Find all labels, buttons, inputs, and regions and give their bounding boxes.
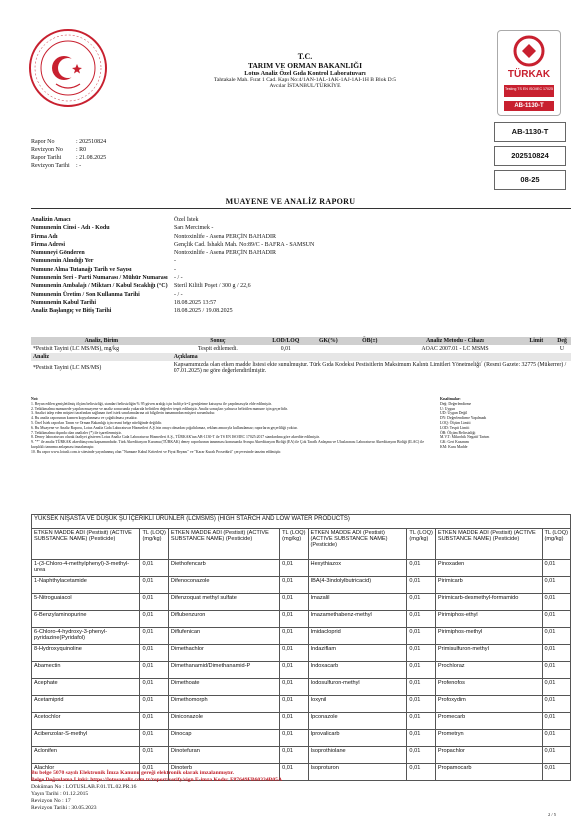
- substance-name: Aclonifen: [32, 747, 140, 764]
- substance-name: Diniconazole: [168, 713, 279, 730]
- loq-value: 0,01: [542, 747, 570, 764]
- result-cell: AOAC 2007.01 - LC MSMS: [421, 346, 489, 352]
- esign-note: Bu belge 5070 sayılı Elektronik İmza Kanunu gereği elektronik olarak imzalanmıştır.: [31, 770, 234, 776]
- results-header-row: [31, 337, 571, 345]
- substance-name: Pinoxaden: [435, 560, 542, 577]
- note-line: 4. Bu analiz raporunun kısmen kopyalanması ve çoğaltılması yasaktır.: [31, 416, 138, 421]
- loq-value: 0,01: [542, 662, 570, 679]
- loq-value: 0,01: [542, 764, 570, 781]
- report-meta: [31, 138, 106, 170]
- lab-city: Avcılar İSTANBUL/TÜRKİYE: [269, 83, 341, 89]
- loq-value: 0,01: [140, 645, 168, 662]
- results-header: LOD/LOQ: [264, 337, 308, 345]
- pesticide-row: [32, 679, 571, 696]
- loq-value: 0,01: [140, 577, 168, 594]
- abbrev-line: U: Uygun: [440, 406, 456, 411]
- pesticide-row: [32, 577, 571, 594]
- tc-label: T.C.: [297, 52, 313, 61]
- doc-number: Doküman No : LOTUSLAB.F.01.TL.02.PR.16: [31, 784, 137, 790]
- results-header: ÖB(±): [349, 337, 390, 345]
- substance-name: Diflubenzuron: [168, 611, 279, 628]
- loq-value: 0,01: [407, 662, 435, 679]
- note-line: 9. "*" ile analiz TÜRKAK akreditasyonu kapsamındadır. Türk Akreditasyon Kurumu (TÜRKAK) deney raporlarının tanınması konusunda Avrupa Akreditasyon Birliği (EA) ile Çok Taraflı Anlaşma ve Uluslararası Laboratuvar Akreditasyon Birliği (ILAC) ile karşılıklı tanınma anlaşması imzalamıştır.: [31, 440, 425, 449]
- note-line: 7. Tetkikmalma dışında olan analizler (*) ile işaretlenmiştir.: [31, 430, 122, 435]
- substance-name: 6-Benzylaminopurine: [32, 611, 140, 628]
- result-cell: U: [559, 346, 565, 352]
- info-value: 18.08.2025 13:57: [174, 299, 217, 306]
- loq-value: 0,01: [407, 594, 435, 611]
- info-label: Analiz Başlangıç ve Bitiş Tarihi: [31, 308, 112, 315]
- loq-value: 0,01: [542, 594, 570, 611]
- loq-value: 0,01: [407, 747, 435, 764]
- abbrev-line: UD: Uygun Değil: [440, 411, 468, 416]
- substance-name: Pirimiphos-ethyl: [435, 611, 542, 628]
- info-label: Numunenin Alındığı Yer: [31, 258, 94, 265]
- result-cell: [520, 345, 554, 353]
- info-value: Nontoxinlife - Asena PERÇİN BAHADIR: [174, 250, 276, 257]
- substance-name: Dinocap: [168, 730, 279, 747]
- turkak-code: AB-1130-T: [504, 101, 554, 111]
- substance-name: Acibenzolar-S-methyl: [32, 730, 140, 747]
- pesticide-row: [32, 645, 571, 662]
- result-cell: [349, 345, 390, 353]
- substance-name: Difenzoquat methyl sulfate: [168, 594, 279, 611]
- loq-value: 0,01: [140, 764, 168, 781]
- ministry-seal-logo: [28, 28, 108, 108]
- substance-name: Dimethoate: [168, 679, 279, 696]
- loq-value: 0,01: [542, 628, 570, 645]
- info-value: Nontoxinlife - Asena PERÇİN BAHADIR: [174, 233, 276, 240]
- substance-name: Iodosulfuron-methyl: [308, 679, 407, 696]
- substance-name: Hexythiazox: [308, 560, 407, 577]
- substance-name: Acetamiprid: [32, 696, 140, 713]
- substance-name: Prochloraz: [435, 662, 542, 679]
- loq-value: 0,01: [542, 560, 570, 577]
- info-label: Firma Adresi: [31, 241, 66, 248]
- substance-name: Promecarb: [435, 713, 542, 730]
- meta-label: Revizyon No: [31, 147, 63, 153]
- loq-value: 0,01: [140, 611, 168, 628]
- report-number-box: 202510824: [494, 146, 566, 166]
- results-row: [31, 345, 571, 353]
- substance-name: Diflufenican: [168, 628, 279, 645]
- verify-link[interactable]: Belge Doğrulama Linki: https://lotusanaliz.com.tr/report/verify/sign E-imza Kodu: F87649FB60334B05A: [31, 777, 282, 783]
- substance-name: Diethofencarb: [168, 560, 279, 577]
- substance-name: Dimethanamid/Dimethanamid-P: [168, 662, 279, 679]
- substance-name: 6-Chloro-4-hydroxy-3-phenyl-pyridazine(Pyridafol): [32, 628, 140, 645]
- loq-value: 0,01: [407, 696, 435, 713]
- abbreviations-title: Kısaltmalar:: [440, 397, 461, 401]
- revision-number: Revizyon No : 17: [31, 798, 71, 804]
- results-header: Limit: [520, 337, 554, 345]
- note-line: 5. Özel İstek raporları Tarım ve Orman Bakanlığı için resmi belge niteliğinde değildir.: [31, 420, 162, 425]
- turkak-emblem-icon: [513, 35, 545, 67]
- note-line: 10. Bu rapor www.lotusli.com.tr sitesinde yayınlanmış olan "Numune Kabul Kriterleri ve Fiyat Beyanı" ve "Karar Kuralı Prosedürü" çerçevesinde tanzim edilmiştir.: [31, 449, 282, 454]
- substance-name: Abamectin: [32, 662, 140, 679]
- info-value: -: [174, 266, 176, 273]
- loq-value: 0,01: [542, 679, 570, 696]
- loq-value: 0,01: [407, 645, 435, 662]
- result-cell: *Pestisit Tayini (LC MS/MS), mg/kg: [33, 346, 119, 352]
- substance-name: Indaziflam: [308, 645, 407, 662]
- info-label: Numune Alma Tutanağı Tarih ve Sayısı: [31, 266, 132, 273]
- substance-name: Pirimiphos-methyl: [435, 628, 542, 645]
- loq-value: 0,01: [280, 730, 308, 747]
- abbrev-line: LOD: Tespit Limiti: [440, 425, 470, 430]
- substance-name: Imazamethabenz-methyl: [308, 611, 407, 628]
- loq-value: 0,01: [140, 628, 168, 645]
- substance-name: Dimethachlor: [168, 645, 279, 662]
- explanation-header-row: [31, 353, 571, 361]
- substance-name: Acephate: [32, 679, 140, 696]
- pesticide-caption: YÜKSEK NİŞASTA VE DÜŞÜK ŞU İÇERİKLİ ÜRÜNLER (LCMSMS) (HIGH STARCH AND LOW WATER PRODUCTS): [32, 515, 571, 529]
- loq-value: 0,01: [140, 696, 168, 713]
- pesticide-header-row: [32, 529, 571, 560]
- substance-header: ETKEN MADDE ADI (Pestisit) (ACTIVE SUBSTANCE NAME) (Pesticide): [308, 529, 407, 560]
- pesticide-table: [31, 514, 571, 781]
- info-label: Numunenin Üretim / Son Kullanma Tarihi: [31, 291, 140, 298]
- substance-name: 1-(3-Chloro-4-methylphenyl)-3-methyl-urea: [32, 560, 140, 577]
- substance-name: Isoprothiolane: [308, 747, 407, 764]
- abbrev-line: M.V.T: Mikrobik Negatif Tartım: [440, 435, 490, 440]
- meta-label: Rapor No: [31, 139, 55, 145]
- substance-header: ETKEN MADDE ADI (Pestisit) (ACTIVE SUBSTANCE NAME) (Pesticide): [435, 529, 542, 560]
- note-line: 8. Deney laboratuvarı olarak faaliyet gösteren Lotus Analiz Gıda Laboratuvar Hizmetleri A.Ş., TÜRKAK'tan AB-1130-T ile TS EN ISO/IEC 17025:2017 standardına göre akredite edilmiştir.: [31, 435, 320, 440]
- substance-name: Primisulfuron-methyl: [435, 645, 542, 662]
- sample-info: [31, 216, 314, 316]
- substance-name: Ioxynil: [308, 696, 407, 713]
- loq-value: 0,01: [280, 577, 308, 594]
- loq-value: 0,01: [280, 679, 308, 696]
- results-header: Değ: [553, 337, 571, 345]
- substance-name: Profoxydim: [435, 696, 542, 713]
- lab-name: Lotus Analiz Özel Gıda Kontrol Laboratuvarı: [244, 70, 366, 77]
- loq-header: TL (LOQ) (mg/kg): [407, 529, 435, 560]
- results-header: GK(%): [308, 337, 349, 345]
- explanation-header: Açıklama: [172, 353, 571, 361]
- meta-value: : R0: [76, 147, 87, 153]
- loq-value: 0,01: [280, 747, 308, 764]
- explanation-cell: *Pestisit Tayini (LC MS/MS): [33, 365, 102, 371]
- abbrev-line: GK: Geri Kazanım: [440, 440, 469, 445]
- abbreviations: [440, 397, 570, 450]
- note-line: 3. Analizi talep eden müşteri tarafından sağlanan özel istek sınırlamalarına ait bilgilerin tamamından müşteri sorumludur.: [31, 411, 216, 416]
- loq-value: 0,01: [407, 730, 435, 747]
- substance-name: Pirimicarb-desmethyl-formamido: [435, 594, 542, 611]
- loq-value: 0,01: [280, 764, 308, 781]
- results-header: Analiz Metodu - Cihazı: [390, 337, 519, 345]
- info-label: Numunenin Seri - Parti Numarası / Mühür Numarası: [31, 275, 168, 282]
- loq-header: TL (LOQ) (mg/kg): [542, 529, 570, 560]
- meta-value: : 202510824: [76, 139, 107, 145]
- substance-name: IBA(4-3indolylbutricacid): [308, 577, 407, 594]
- loq-value: 0,01: [280, 662, 308, 679]
- pesticide-row: [32, 611, 571, 628]
- turkak-brand: TÜRKAK: [507, 69, 551, 80]
- meta-label: Revizyon Tarihi: [31, 163, 70, 169]
- info-value: -: [174, 258, 176, 265]
- result-cell: [308, 345, 349, 353]
- substance-name: Dinoterb: [168, 764, 279, 781]
- loq-value: 0,01: [280, 594, 308, 611]
- explanation-row: [31, 361, 571, 375]
- pesticide-row: [32, 713, 571, 730]
- pesticide-body: [32, 560, 571, 781]
- info-value: 18.08.2025 / 19.08.2025: [174, 308, 233, 315]
- result-cell: 0,01: [280, 346, 291, 352]
- info-value: Sarı Mercimek -: [174, 225, 214, 232]
- loq-value: 0,01: [280, 713, 308, 730]
- info-label: Numunenin Cinsi - Adı - Kodu: [31, 225, 110, 232]
- loq-value: 0,01: [140, 730, 168, 747]
- ministry-name: TARIM VE ORMAN BAKANLIĞI: [247, 61, 363, 70]
- loq-header: TL (LOQ) (mg/kg): [280, 529, 308, 560]
- substance-name: Propamocarb: [435, 764, 542, 781]
- explanation-cell: Kapsamımızda olan etken madde listesi ekte sunulmuştur. Türk Gıda Kodeksi Pestisitlerin Maksimum Kalıntı Limitleri Yönetmeliği´ (Resmi Gazete: 32775 (Mükerrer) / 07.01.2025) ne göre değerlendirilmiştir.: [173, 362, 567, 374]
- loq-value: 0,01: [140, 713, 168, 730]
- substance-header: ETKEN MADDE ADI (Pestisit) (ACTIVE SUBSTANCE NAME) (Pesticide): [32, 529, 140, 560]
- meta-label: Rapor Tarihi: [31, 155, 62, 161]
- loq-value: 0,01: [280, 560, 308, 577]
- substance-name: Imazalil: [308, 594, 407, 611]
- info-label: Numunenin Kabul Tarihi: [31, 299, 97, 306]
- pesticide-row: [32, 628, 571, 645]
- divider: [31, 208, 571, 209]
- pesticide-row: [32, 662, 571, 679]
- loq-value: 0,01: [280, 611, 308, 628]
- info-label: Numunenin Ambalajı / Miktarı / Kabul Sıcaklığı (°C): [31, 283, 168, 290]
- loq-value: 0,01: [542, 713, 570, 730]
- abbrev-line: LOQ: Ölçüm Limiti: [440, 420, 471, 425]
- loq-value: 0,01: [280, 696, 308, 713]
- pesticide-caption-row: [32, 515, 571, 529]
- report-title: MUAYENE VE ANALİZ RAPORU: [225, 197, 356, 206]
- loq-value: 0,01: [280, 645, 308, 662]
- note-line: 2. Tetkikmalma numunede yapılan muayene ve analiz sonucunda yukarıda belirtilen değerler tespit edilmiştir. Analiz sonuçları yalnızca belirtilen numune için geçerlidir.: [31, 406, 288, 411]
- loq-value: 0,01: [140, 747, 168, 764]
- lab-address: Tahtakale Mah. Fırat 1 Cad. Kapı No:4/1AN-1AL-1AK-1AJ-1AI-1H B Blok D:5: [213, 77, 397, 83]
- substance-name: Ipconazole: [308, 713, 407, 730]
- abbrev-line: Değ: Değerlendirme: [440, 401, 472, 406]
- substance-name: Alachlor: [32, 764, 140, 781]
- loq-value: 0,01: [407, 679, 435, 696]
- loq-value: 0,01: [407, 611, 435, 628]
- abbrev-line: DY: Değerlendirme Yapılmadı: [440, 416, 487, 421]
- revision-date: Revizyon Tarihi : 30.05.2023: [31, 805, 97, 811]
- notes-title: Not:: [31, 397, 39, 401]
- loq-value: 0,01: [140, 662, 168, 679]
- results-header: Analiz, Birim: [31, 337, 172, 345]
- pesticide-row: [32, 560, 571, 577]
- meta-value: : 21.08.2025: [76, 155, 107, 161]
- loq-value: 0,01: [140, 560, 168, 577]
- loq-header: TL (LOQ) (mg/kg): [140, 529, 168, 560]
- loq-value: 0,01: [407, 764, 435, 781]
- loq-value: 0,01: [140, 679, 168, 696]
- substance-name: Propachlor: [435, 747, 542, 764]
- lab-header: [120, 52, 490, 89]
- abbrev-line: ÖB: Ölçüm Belirsizliği: [440, 430, 476, 435]
- loq-value: 0,01: [407, 560, 435, 577]
- info-label: Firma Adı: [31, 233, 58, 240]
- substance-name: 1-Naphthylacetamide: [32, 577, 140, 594]
- explanation-header: Analiz: [31, 353, 172, 361]
- substance-name: Prometryn: [435, 730, 542, 747]
- info-value: Özel İstek: [174, 217, 199, 223]
- substance-header: ETKEN MADDE ADI (Pestisit) (ACTIVE SUBSTANCE NAME) (Pesticide): [168, 529, 279, 560]
- loq-value: 0,01: [542, 611, 570, 628]
- substance-name: Pirimicarb: [435, 577, 542, 594]
- info-label: Analizin Amacı: [31, 217, 71, 223]
- loq-value: 0,01: [140, 594, 168, 611]
- loq-value: 0,01: [542, 577, 570, 594]
- turkak-accreditation-logo: [497, 30, 561, 116]
- substance-name: Difenoconazole: [168, 577, 279, 594]
- loq-value: 0,01: [280, 628, 308, 645]
- substance-name: 5-Nitroguaiacol: [32, 594, 140, 611]
- substance-name: Isoproturon: [308, 764, 407, 781]
- substance-name: Dimethomorph: [168, 696, 279, 713]
- page-number: 2 / 5: [548, 812, 557, 817]
- substance-name: Acetochlor: [32, 713, 140, 730]
- abbrev-line: KM: Kuru Madde: [440, 444, 468, 449]
- substance-name: Iprovalicarb: [308, 730, 407, 747]
- substance-name: Imidacloprid: [308, 628, 407, 645]
- note-line: 6. Bu Muayene ve Analiz Raporu, Lotus Analiz Gıda Laboratuvar Hizmetleri A.Ş.'nin onayı olmadan çoğaltılamaz, reklam amacıyla kullanılamaz; raporların geçerliliği yoktur.: [31, 425, 298, 430]
- footer: [31, 770, 282, 812]
- pesticide-row: [32, 594, 571, 611]
- info-value: Gençlik Cad. İshaklı Mah. No:89/C - BAFRA - SAMSUN: [174, 241, 315, 248]
- loq-value: 0,01: [542, 696, 570, 713]
- result-cell: Tespit edilemedi.: [197, 346, 238, 352]
- substance-name: 8-Hydroxyquinoline: [32, 645, 140, 662]
- loq-value: 0,01: [542, 730, 570, 747]
- info-label: Numuneyi Gönderen: [31, 250, 85, 257]
- substance-name: Dinotefuran: [168, 747, 279, 764]
- pesticide-row: [32, 730, 571, 747]
- info-value: Steril Kilitli Poşet / 300 g / 22,6: [174, 283, 251, 290]
- substance-name: Profenofos: [435, 679, 542, 696]
- pesticide-row: [32, 747, 571, 764]
- note-line: 1. Beyan edilen genişletilmiş ölçüm belirsizliği, standart belirsizliğin % 95 güven aralığı için hafifçe k=2 genişletme katsayısı ile çarpılmasıyla elde edilmiştir.: [31, 401, 272, 406]
- loq-value: 0,01: [407, 628, 435, 645]
- loq-value: 0,01: [542, 645, 570, 662]
- accreditation-code-box: AB-1130-T: [494, 122, 566, 142]
- turkak-standard: Testing TS EN ISO/IEC 17025: [504, 87, 554, 91]
- pesticide-row: [32, 696, 571, 713]
- publish-date: Yayın Tarihi : 01.12.2015: [31, 791, 89, 797]
- loq-value: 0,01: [407, 713, 435, 730]
- results-header: Sonuç: [172, 337, 264, 345]
- period-box: 08-25: [494, 170, 566, 190]
- loq-value: 0,01: [407, 577, 435, 594]
- substance-name: Indoxacarb: [308, 662, 407, 679]
- results-table: [31, 337, 571, 375]
- meta-value: : -: [76, 163, 82, 169]
- info-value: - / -: [174, 291, 183, 298]
- info-value: - / -: [174, 275, 183, 282]
